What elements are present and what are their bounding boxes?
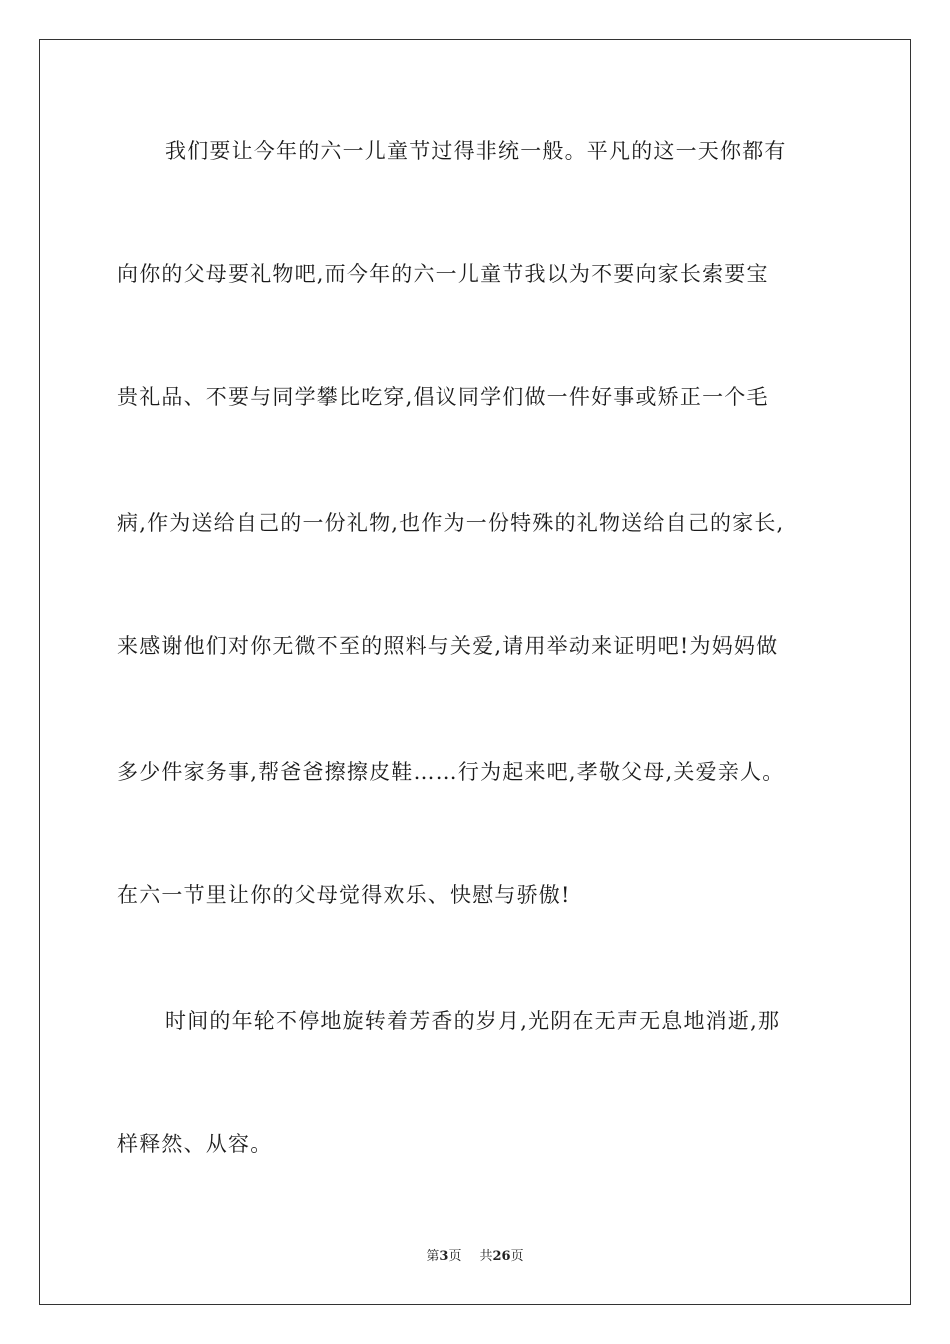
page-prefix: 第 (426, 1249, 440, 1264)
total-suffix: 页 (510, 1249, 524, 1264)
total-prefix: 共 (479, 1249, 493, 1264)
paragraph2-line-1: 时间的年轮不停地旋转着芳香的岁月,光阴在无声无息地消逝,那 (165, 1009, 781, 1033)
paragraph1-line-6: 多少件家务事,帮爸爸擦擦皮鞋……行为起来吧,孝敬父母,关爱亲人。 (117, 760, 785, 784)
paragraph1-line-3: 贵礼品、不要与同学攀比吃穿,倡议同学们做一件好事或矫正一个毛 (117, 385, 769, 409)
paragraph1-line-2: 向你的父母要礼物吧,而今年的六一儿童节我以为不要向家长索要宝 (117, 262, 769, 286)
paragraph1-line-4: 病,作为送给自己的一份礼物,也作为一份特殊的礼物送给自己的家长, (117, 511, 785, 535)
paragraph2-line-2: 样释然、从容。 (117, 1132, 273, 1156)
page-number: 3 (439, 1249, 449, 1264)
paragraph1-line-1: 我们要让今年的六一儿童节过得非统一般。平凡的这一天你都有 (165, 139, 787, 163)
page-suffix: 页 (448, 1249, 462, 1264)
paragraph1-line-5: 来感谢他们对你无微不至的照料与关爱,请用举动来证明吧!为妈妈做 (117, 634, 779, 658)
page-border (39, 39, 911, 1305)
total-pages: 26 (492, 1249, 511, 1264)
page-footer (0, 1248, 950, 1266)
paragraph1-line-7: 在六一节里让你的父母觉得欢乐、快慰与骄傲! (117, 883, 571, 907)
